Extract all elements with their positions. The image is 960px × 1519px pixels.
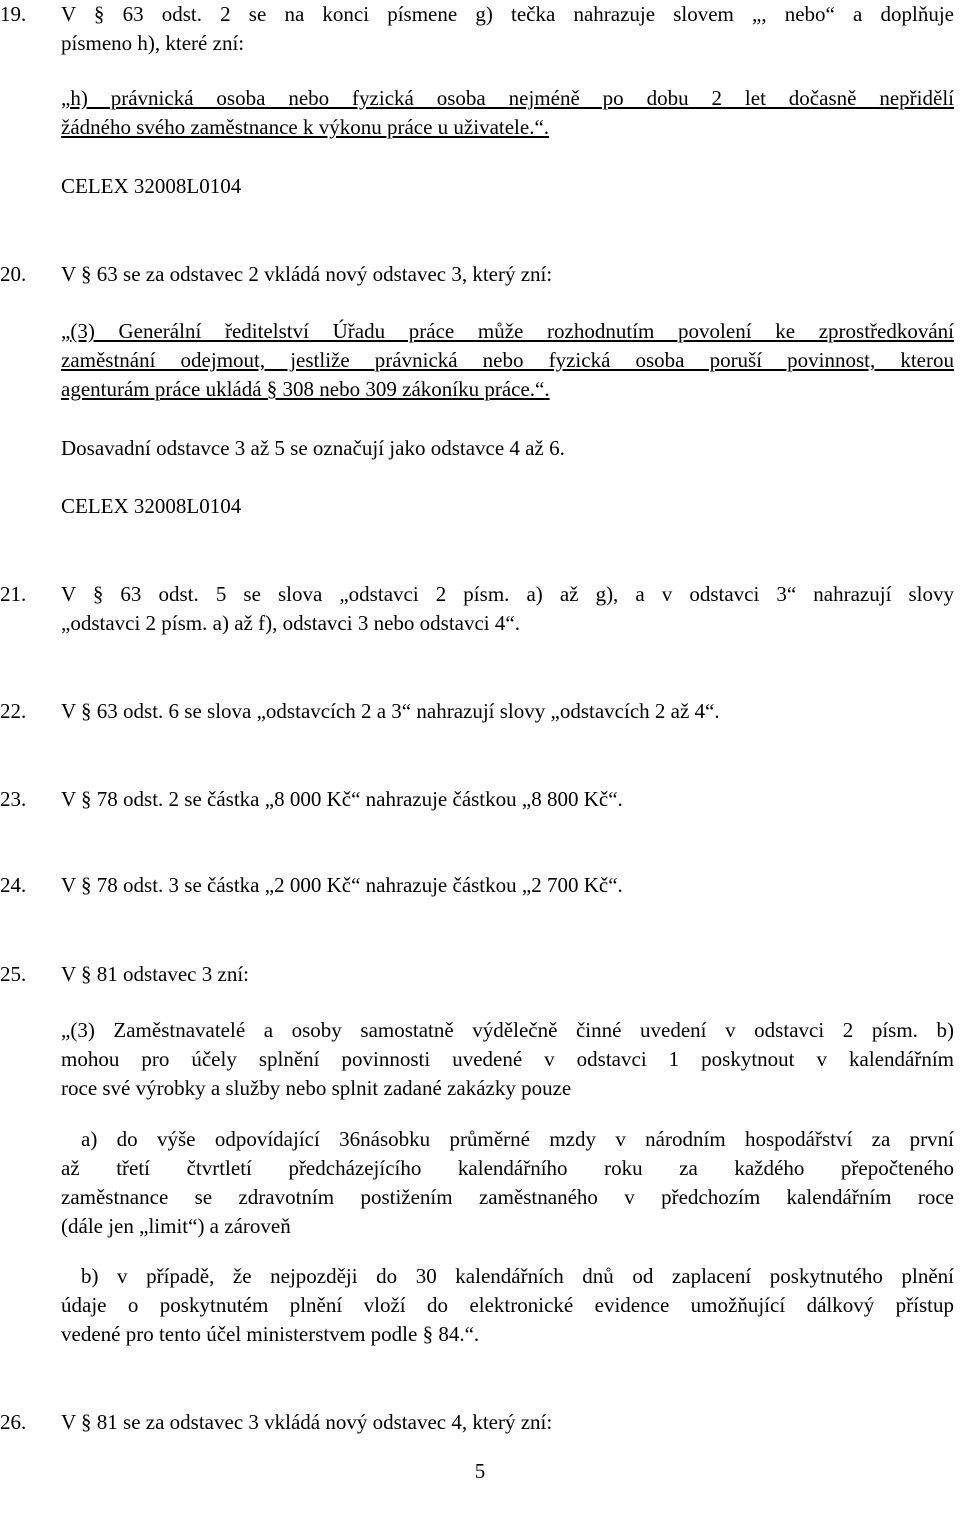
quoted-text-line: žádného svého zaměstnance k výkonu práce u uživatele.“. [61,115,550,139]
quoted-text-line: „h) právnická osoba nebo fyzická osoba nejméně po dobu 2 let dočasně nepřidělí [61,86,954,110]
item-number: 20. [0,262,27,286]
item-text-line: V § 63 odst. 6 se slova „odstavcích 2 a 3“ nahrazují slovy „odstavcích 2 až 4“. [61,699,720,723]
item-text-line: V § 78 odst. 3 se částka „2 000 Kč“ nahrazuje částkou „2 700 Kč“. [61,873,623,897]
renumbering-note: Dosavadní odstavce 3 až 5 se označují jako odstavce 4 až 6. [61,436,565,460]
item-number: 24. [0,873,27,897]
item-text-line: V § 63 odst. 5 se slova „odstavci 2 písm. a) až g), a v odstavci 3“ nahrazují slovy [61,582,954,606]
quoted-text-line: „(3) Zaměstnavatelé a osoby samostatně výdělečně činné uvedení v odstavci 2 písm. b) [61,1018,954,1042]
quoted-text-line: až třetí čtvrtletí předcházejícího kalendářního roku za každého přepočteného [61,1156,954,1180]
amendment-item-26 [0,1408,954,1437]
item-text-line: V § 81 se za odstavec 3 vkládá nový odstavec 4, který zní: [61,1410,553,1434]
quoted-text-line: mohou pro účely splnění povinnosti uvedené v odstavci 1 poskytnout v kalendářním [61,1047,954,1071]
quoted-text-line: „(3) Generální ředitelství Úřadu práce může rozhodnutím povolení ke zprostředkování [61,319,954,343]
item-text-line: V § 81 odstavec 3 zní: [61,962,249,986]
amendment-item-23 [0,785,954,814]
item-text-line: písmeno h), které zní: [61,31,245,55]
item-number: 26. [0,1410,27,1434]
amendment-item-21 [0,580,954,638]
item-text-line: „odstavci 2 písm. a) až f), odstavci 3 nebo odstavci 4“. [61,611,520,635]
amendment-item-22 [0,697,954,726]
amendment-item-24 [0,871,954,900]
item-number: 21. [0,582,27,606]
item-text-line: V § 78 odst. 2 se částka „8 000 Kč“ nahrazuje částkou „8 800 Kč“. [61,787,623,811]
item-number: 22. [0,699,27,723]
celex-reference: CELEX 32008L0104 [61,494,242,518]
page-number: 5 [474,1459,486,1483]
item-number: 19. [0,2,27,26]
celex-reference: CELEX 32008L0104 [61,174,242,198]
quoted-text-line: b) v případě, že nejpozději do 30 kalendářních dnů od zaplacení poskytnutého plnění [81,1264,954,1288]
quoted-text-line: zaměstnance se zdravotním postižením zaměstnaného v předchozím kalendářním roce [61,1185,954,1209]
quoted-text-line: údaje o poskytnutém plnění vloží do elektronické evidence umožňující dálkový přístup [61,1293,954,1317]
quoted-text-line: (dále jen „limit“) a zároveň [61,1214,291,1238]
quoted-text-line: vedené pro tento účel ministerstvem podle § 84.“. [61,1322,480,1346]
amendment-item-19 [0,0,954,58]
quoted-text-line: roce své výrobky a služby nebo splnit zadané zakázky pouze [61,1076,572,1100]
quoted-text-line: agenturám práce ukládá § 308 nebo 309 zákoníku práce.“. [61,377,550,401]
item-number: 23. [0,787,27,811]
item-number: 25. [0,962,27,986]
quoted-text-line: zaměstnání odejmout, jestliže právnická nebo fyzická osoba poruší povinnost, kterou [61,348,954,372]
item-text-line: V § 63 odst. 2 se na konci písmene g) tečka nahrazuje slovem „, nebo“ a doplňuje [61,2,954,26]
amendment-item-25 [0,960,954,989]
item-text-line: V § 63 se za odstavec 2 vkládá nový odstavec 3, který zní: [61,262,553,286]
quoted-text-line: a) do výše odpovídající 36násobku průměrné mzdy v národním hospodářství za první [81,1127,954,1151]
amendment-item-20 [0,260,954,289]
